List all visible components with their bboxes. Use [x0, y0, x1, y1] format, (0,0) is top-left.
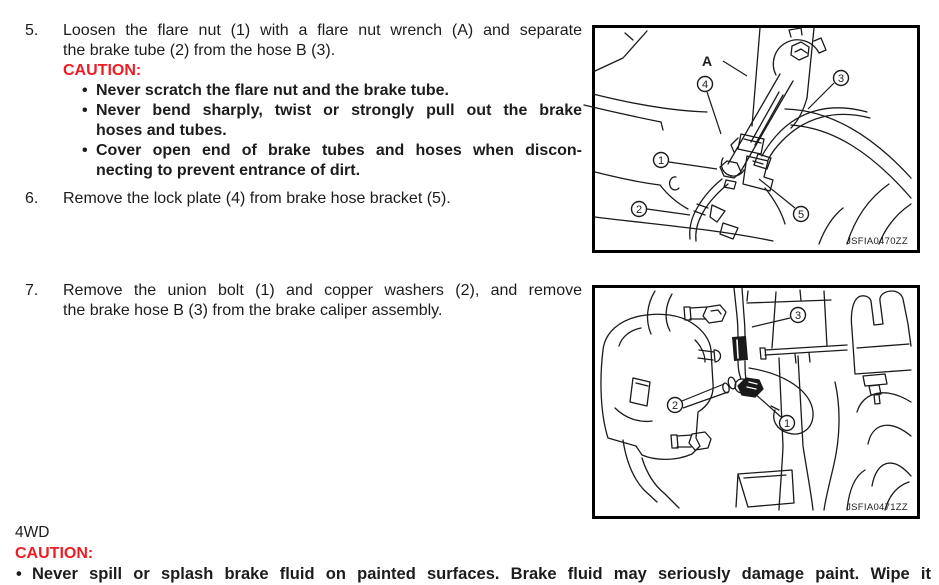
step-7-line-1: Remove the union bolt (1) and copper washers (2), and remove [63, 282, 582, 299]
step-5-number: 5. [25, 22, 39, 39]
step-6-text: Remove the lock plate (4) from brake hose bracket (5). [63, 190, 451, 207]
caliper-bolt-top [703, 305, 726, 323]
figure-2-code: JSFIA0471ZZ [846, 502, 908, 513]
step-6-number: 6. [25, 190, 39, 207]
bullet-icon: • [82, 82, 88, 99]
bullet-icon: • [16, 565, 22, 583]
figure-2-illustration [595, 288, 911, 510]
bullet-icon: • [82, 142, 88, 159]
svg-text:3: 3 [837, 73, 845, 85]
step-6 [25, 189, 582, 209]
caution-bullet-2-text: Never bend sharply, twist or strongly pull out the brake [96, 102, 582, 119]
svg-text:3: 3 [794, 310, 802, 322]
bullet-icon: • [82, 102, 88, 119]
step-7 [25, 281, 582, 321]
lock-plate [731, 138, 738, 152]
rotor-edge [765, 345, 847, 350]
caution-bullet-3-cont: necting to prevent entrance of dirt. [96, 162, 361, 179]
figure-flare-nut-wrench [592, 25, 920, 253]
caution-bullet-3 [63, 141, 582, 161]
caution-bullet-1 [63, 81, 582, 101]
brake-hose-b [734, 288, 738, 338]
flare-nut-wrench [773, 40, 819, 75]
callout-label-a: A [701, 53, 713, 69]
footer-caution-bullet-text: Never spill or splash brake fluid on painted surfaces. Brake fluid may seriously damage paint. Wipe it [32, 565, 931, 583]
step-7-number: 7. [25, 282, 39, 299]
figure-1-code: JSFIA0470ZZ [846, 236, 908, 247]
bracket-fork [851, 291, 911, 346]
caution-bullet-1-text: Never scratch the flare nut and the brake tube. [96, 82, 449, 99]
svg-text:2: 2 [635, 204, 643, 216]
procedure-steps-5-6 [25, 21, 582, 209]
step-5 [25, 21, 582, 181]
drivetrain-label: 4WD [15, 524, 50, 541]
figure-1-illustration [595, 28, 911, 244]
svg-text:1: 1 [783, 418, 791, 430]
figure-2-callouts [668, 308, 806, 431]
svg-text:5: 5 [797, 209, 805, 221]
caution-bullet-2-cont: hoses and tubes. [96, 122, 227, 139]
footer-4wd-caution [15, 522, 931, 585]
step-7-line-2: the brake hose B (3) from the brake caliper assembly. [63, 302, 443, 319]
svg-text:4: 4 [701, 79, 709, 91]
svg-text:2: 2 [671, 400, 679, 412]
svg-text:1: 1 [657, 155, 665, 167]
step-5-line-1: Loosen the flare nut (1) with a flare nut wrench (A) and separate [63, 22, 582, 39]
caution-label: CAUTION: [63, 62, 142, 79]
caution-label: CAUTION: [15, 545, 94, 562]
caution-bullet-3-text: Cover open end of brake tubes and hoses when discon- [96, 142, 582, 159]
brake-caliper-body [601, 314, 713, 459]
figure-union-bolt-caliper [592, 285, 920, 519]
caution-bullet-2 [63, 101, 582, 121]
step-5-line-2: the brake tube (2) from the hose B (3). [63, 42, 336, 59]
